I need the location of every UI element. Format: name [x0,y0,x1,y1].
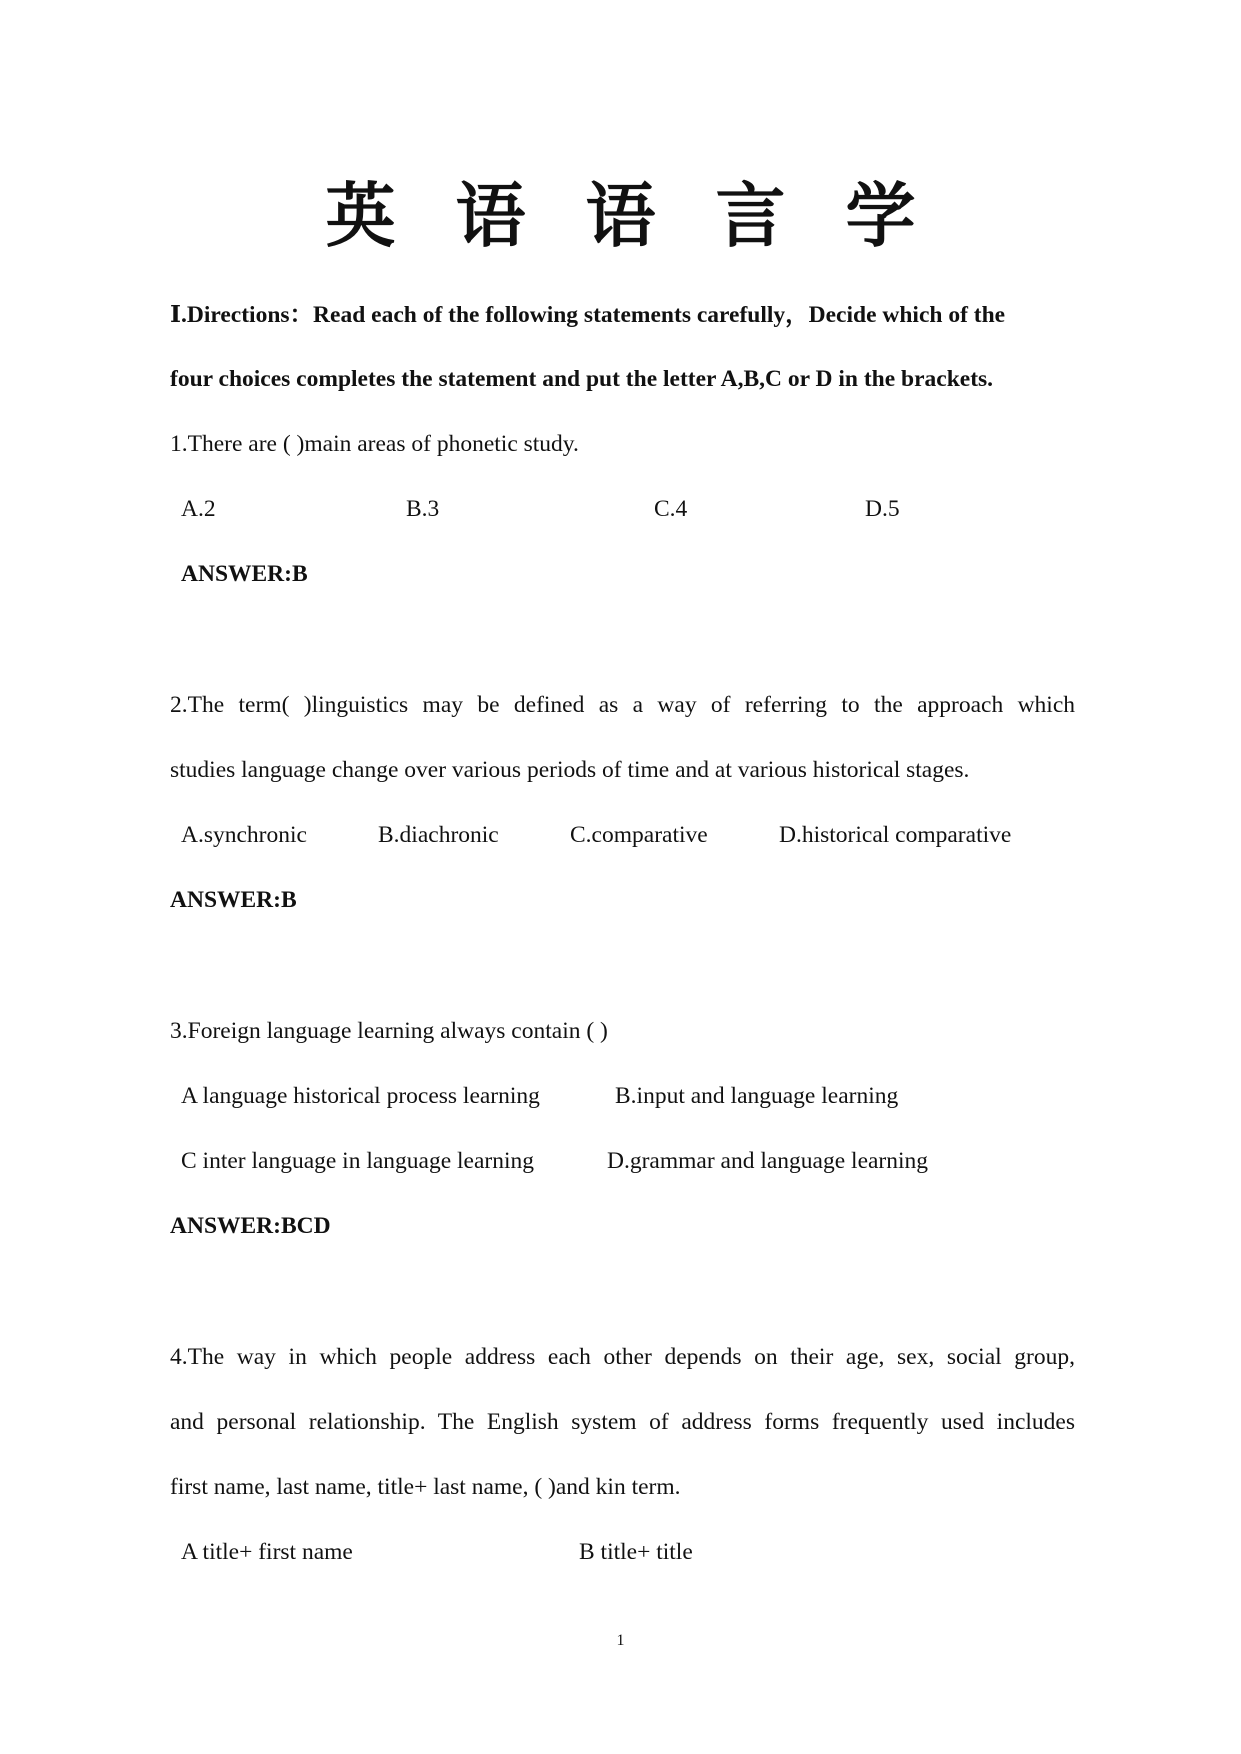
question-4-option-a: A title+ first name [181,1539,353,1565]
question-1-option-c: C.4 [654,496,688,522]
page-number: 1 [616,1632,625,1649]
title-char: 语 [585,174,656,257]
question-3-text: 3.Foreign language learning always contain ( ) [170,1018,608,1044]
question-4-option-b: B title+ title [579,1539,693,1565]
question-1-option-a: A.2 [181,496,216,522]
directions-line-1: Ⅰ.Directions：Read each of the following statements carefully，Decide which of the [170,302,1006,328]
question-1-option-b: B.3 [406,496,440,522]
question-1-option-d: D.5 [865,496,900,522]
directions-line-2: four choices completes the statement and put the letter A,B,C or D in the brackets. [170,366,994,392]
page-title [0,160,1241,261]
title-char: 言 [715,174,786,257]
question-3-answer: ANSWER:BCD [170,1213,331,1239]
question-4-text-line-1: 4.The way in which people address each other depends on their age, sex, social group, [170,1344,1075,1370]
question-2-answer: ANSWER:B [170,887,297,913]
question-2-option-d: D.historical comparative [779,822,1012,848]
question-1-text: 1.There are ( )main areas of phonetic study. [170,431,579,457]
question-2-text-line-2: studies language change over various periods of time and at various historical stages. [170,757,970,783]
question-3-option-d: D.grammar and language learning [607,1148,929,1174]
question-4-text-line-2: and personal relationship. The English system of address forms frequently used includes [170,1409,1075,1435]
question-3-option-b: B.input and language learning [615,1083,899,1109]
title-char: 英 [325,174,396,257]
question-4-text-line-3: first name, last name, title+ last name, ( )and kin term. [170,1474,681,1500]
question-2-option-c: C.comparative [570,822,708,848]
question-3-option-c: C inter language in language learning [181,1148,535,1174]
question-2-option-a: A.synchronic [181,822,307,848]
question-2-text-line-1: 2.The term( )linguistics may be defined as a way of referring to the approach which [170,692,1075,718]
question-2-option-b: B.diachronic [378,822,499,848]
question-1-answer: ANSWER:B [181,561,308,587]
title-char: 语 [455,174,526,257]
title-char: 学 [845,174,916,257]
question-3-option-a: A language historical process learning [181,1083,540,1109]
